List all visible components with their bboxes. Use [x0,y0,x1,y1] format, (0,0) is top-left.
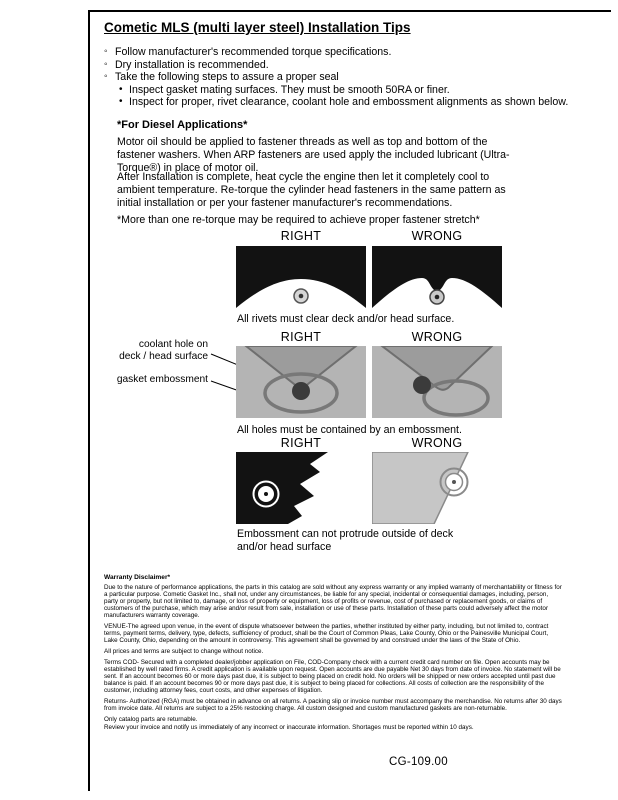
diagram-embossment-wrong [372,346,502,418]
rivet-center-dot [435,295,440,300]
diesel-paragraph-2: After Installation is complete, heat cycle the engine then let it completely cool to ambient temperature. Re-torque the cylinder head fasteners in the same pattern as initial installation or per your fastener manufacturer's recommendations. [117,171,506,210]
tip-text: Dry installation is recommended. [115,58,269,71]
bullet-icon: ◦ [104,71,108,83]
tip-text: Take the following steps to assure a proper seal [115,71,339,84]
tip-text: Follow manufacturer's recommended torque specifications. [115,46,392,58]
diagram-rivet-wrong-svg [372,246,502,308]
list-item [104,71,584,84]
wrong-label-row3: WRONG [411,436,463,450]
list-item [104,59,584,72]
diagram-rivet-right [236,246,366,308]
right-label-row3: RIGHT [280,436,322,450]
disclaimer-paragraph: Only catalog parts are returnable. [104,716,198,723]
hole-center-dot [264,492,268,496]
disclaimer-paragraph: Review your invoice and notify us immediately of any incorrect or inaccurate information. Shortages must be reported within 10 days. [104,724,474,731]
wrong-label-row2: WRONG [411,330,463,344]
disclaimer-paragraph: Due to the nature of performance applications, the parts in this catalog are sold without any express warranty or any implied warranty of merchantability or fitness for a particular purpose. Cometic Gasket Inc., shall not, under any circumstances, be liable for any special, incidental or consequential damages, including, person, party or property, but not limited to, damage, or loss of property or equipment, loss of profits or revenue, cost of purchased or replacement goods, or claims of customers of the purchase, which may arise and/or result from sale, installation or use of these parts. Installation of these parts could adversely affect the motor manufacturers warranty coverage. [104,584,562,619]
disclaimer-paragraph: All prices and terms are subject to change without notice. [104,648,264,655]
diesel-paragraph-1: Motor oil should be applied to fastener threads as well as top and bottom of the fastener washers. When ARP fasteners are used apply the included lubricant (Ultra-Torque®) in place of motor oil. [117,136,510,175]
caption-protrusion: Embossment can not protrude outside of deck and/or head surface [237,528,454,553]
disclaimer-paragraph: Returns- Authorized (RGA) must be obtained in advance on all returns. A packing slip or invoice number must accompany the merchandise. No returns after 30 days from invoice date. All returns are subject to a 25% restocking charge. All custom designed and custom manufactured gaskets are non-returnable. [104,698,562,712]
disclaimer-paragraph: VENUE-The agreed upon venue, in the event of dispute whatsoever between the parties, whether instituted by either party, including, but not limited to, contract terms, payment terms, delivery, type, defects, sufficiency of product, shall be the Court of Common Pleas, Lake County, Ohio or the Painesville Municipal Court, Lake County, Ohio, depending on the amount in controversy. This agreement shall be governed by and construed under the laws of the State of Ohio. [104,623,549,644]
warranty-disclaimer [104,574,562,735]
hole-center-dot [452,480,456,484]
coolant-hole-icon [413,376,431,394]
page-border-top [88,10,611,12]
diagram-embossment-right [236,346,366,418]
list-item [104,46,584,59]
diagram-protrusion-right-svg [236,452,366,524]
diagram-embossment-right-svg [236,346,366,418]
diagram-rivet-wrong [372,246,502,308]
callout-line-1: coolant hole on [138,339,208,350]
installation-tips-list [104,46,584,109]
caption-holes: All holes must be contained by an embossment. [237,424,462,436]
diagram-protrusion-wrong-svg [372,452,502,524]
disclaimer-heading: Warranty Disclaimer* [104,574,171,581]
right-label-row1: RIGHT [280,229,322,243]
caption-rivets: All rivets must clear deck and/or head surface. [237,313,455,325]
coolant-hole-callout [112,339,208,362]
diagram-protrusion-wrong [372,452,502,524]
right-label-row2: RIGHT [280,330,322,344]
page-border-left [88,10,90,791]
wrong-label-row1: WRONG [411,229,463,243]
callout-line-2: deck / head surface [119,350,208,362]
sub-bullet-icon: • [119,96,123,108]
tip-text: Inspect gasket mating surfaces. They must be smooth 50RA or finer. [129,83,450,96]
coolant-hole-icon [292,382,310,400]
page-title: Cometic MLS (multi layer steel) Installation Tips [104,20,411,35]
gasket-embossment-callout: gasket embossment [116,374,208,385]
diagram-rivet-right-svg [236,246,366,308]
diesel-applications-heading: *For Diesel Applications* [117,119,248,131]
list-item [119,96,584,109]
rivet-center-dot [299,294,304,299]
list-item [119,84,584,97]
sub-bullet-icon: • [119,83,123,95]
tip-text: Inspect for proper, rivet clearance, coolant hole and embossment alignments as shown below. [129,96,569,109]
page-number: CG-109.00 [389,756,448,768]
diagram-embossment-wrong-svg [372,346,502,418]
retorque-note: *More than one re-torque may be required to achieve proper fastener stretch* [117,214,480,226]
disclaimer-paragraph: Terms COD- Secured with a completed dealer/jobber application on File, COD-Company check with a current credit card number on file. Open accounts may be established by well rated firms. A credit application is available upon request. Open accounts are due payable Net 30 days from date of invoice. No statement will be sent. If an account becomes 60 or more days past due, it is subject to being placed on credit hold. No orders will be shipped or new orders accepted until past due balance is paid. If an account becomes 90 or more days past due, it is subject to being placed for collections. All costs of collection are the responsibility of the customer, including attorney fees, court costs, and other expenses of litigation. [104,659,561,694]
diagram-protrusion-right [236,452,366,524]
bullet-icon: ◦ [104,46,108,57]
bullet-icon: ◦ [104,58,108,70]
